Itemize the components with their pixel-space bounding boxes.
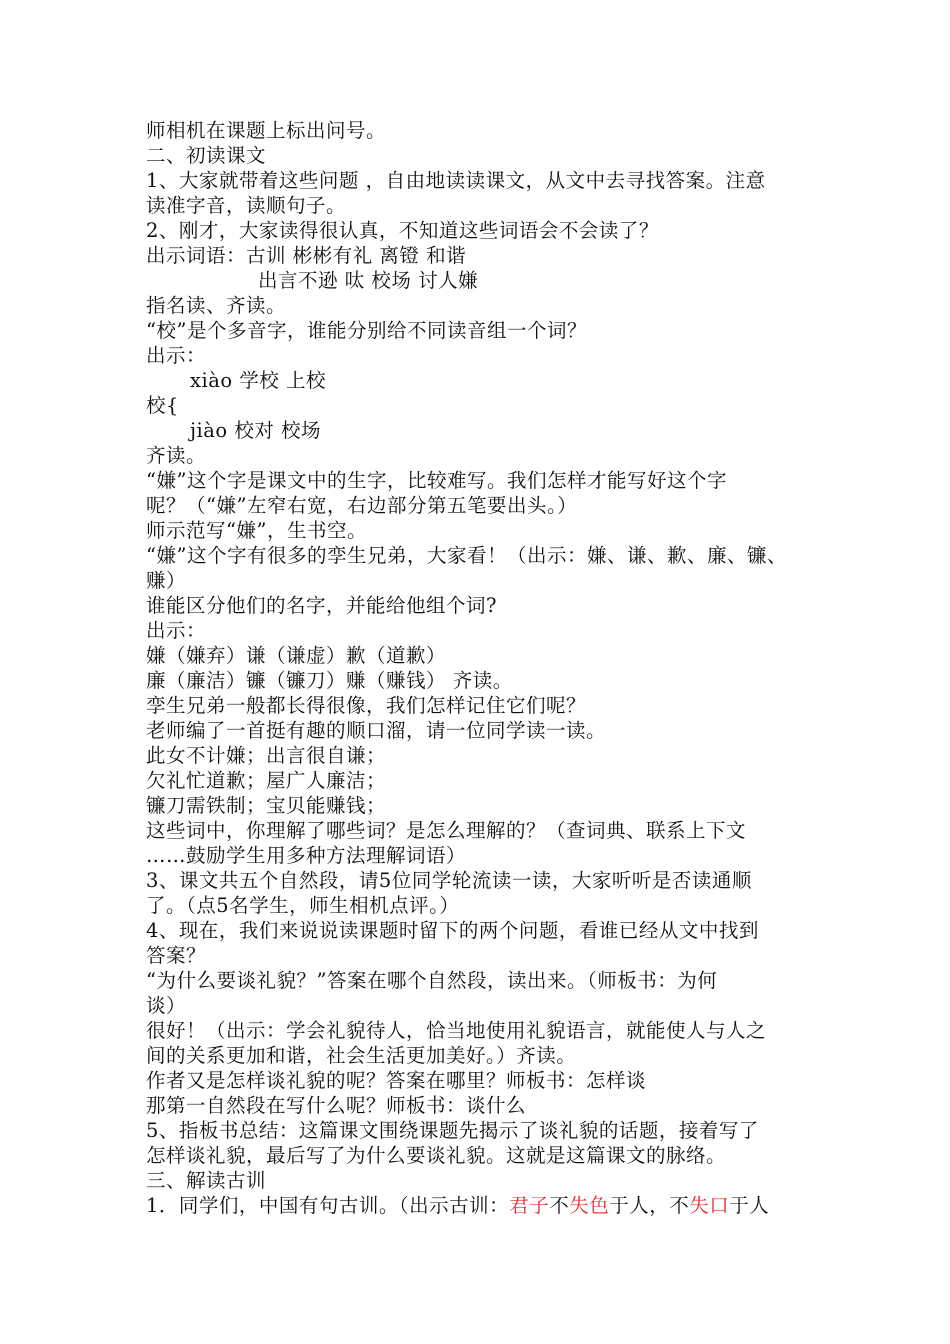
text-line: “嫌”这个字是课文中的生字，比较难写。我们怎样才能写好这个字 (146, 469, 727, 492)
word-group-line: 嫌（嫌弃）谦（谦虚）歉（道歉） (146, 644, 447, 667)
text-line: 4、现在，我们来说说读课题时留下的两个问题，看谁已经从文中找到 (146, 919, 759, 942)
saying-highlight-junzi: 君子 (509, 1194, 550, 1217)
text-line: 师相机在课题上标出问号。 (146, 119, 387, 142)
text-line: 怎样谈礼貌，最后写了为什么要谈礼貌。这就是这篇课文的脉络。 (146, 1144, 727, 1167)
text-line: 出示： (146, 619, 207, 642)
text-line: 那第一自然段在写什么呢？师板书：谈什么 (146, 1094, 527, 1117)
text-line: 读准字音，读顺句子。 (146, 194, 347, 217)
pinyin-line: jiào 校对 校场 (190, 419, 322, 442)
text-line: 孪生兄弟一般都长得很像，我们怎样记住它们呢？ (146, 694, 587, 717)
saying-text: 于人，不 (609, 1194, 690, 1217)
saying-text: 于人 (729, 1194, 770, 1217)
text-line: 3、课文共五个自然段，请5位同学轮流读一读，大家听听是否读通顺 (146, 869, 752, 892)
saying-intro: 1．同学们，中国有句古训。（出示古训： (146, 1194, 510, 1217)
saying-highlight-shikou: 失口 (689, 1194, 730, 1217)
text-line: 答案？ (146, 944, 207, 967)
section-heading: 二、初读课文 (146, 144, 267, 167)
saying-text: 不 (549, 1194, 570, 1217)
polyphone-brace-line: 校{ (146, 394, 179, 417)
text-line: 师示范写“嫌”，生书空。 (146, 519, 367, 542)
text-line: “校”是个多音字，谁能分别给不同读音组一个词？ (146, 319, 587, 342)
text-line: 2、刚才，大家读得很认真，不知道这些词语会不会读了？ (146, 219, 659, 242)
text-line: 出示： (146, 344, 207, 367)
text-line: ……鼓励学生用多种方法理解词语） (146, 844, 467, 867)
saying-highlight-shise: 失色 (569, 1194, 610, 1217)
text-line: 呢？（“嫌”左窄右宽，右边部分第五笔要出头。） (146, 494, 578, 517)
text-line: 老师编了一首挺有趣的顺口溜，请一位同学读一读。 (146, 719, 607, 742)
rhyme-line: 镰刀需铁制；宝贝能赚钱； (146, 794, 387, 817)
section-heading: 三、解读古训 (146, 1169, 267, 1192)
text-line: 指名读、齐读。 (146, 294, 287, 317)
text-line: “为什么要谈礼貌？”答案在哪个自然段，读出来。（师板书：为何 (146, 969, 718, 992)
word-group-line: 廉（廉洁）镰（镰刀）赚（赚钱） 齐读。 (146, 669, 513, 692)
text-line: 作者又是怎样谈礼貌的呢？答案在哪里？师板书：怎样谈 (146, 1069, 647, 1092)
text-line: 谈） (146, 994, 187, 1017)
text-line: 这些词中，你理解了哪些词？是怎么理解的？（查词典、联系上下文 (146, 819, 747, 842)
pinyin-line: xiào 学校 上校 (190, 369, 326, 392)
text-line: 间的关系更加和谐，社会生活更加美好。）齐读。 (146, 1044, 577, 1067)
text-line: 谁能区分他们的名字，并能给他组个词? (146, 594, 497, 617)
word-list-line: 出示词语：古训 彬彬有礼 离镫 和谐 (146, 244, 467, 267)
text-line: 很好！（出示：学会礼貌待人，恰当地使用礼貌语言，就能使人与人之 (146, 1019, 767, 1042)
text-line: 了。（点5名学生，师生相机点评。） (146, 894, 460, 917)
text-line: 齐读。 (146, 444, 207, 467)
document-body (146, 118, 816, 1218)
text-line: 1、大家就带着这些问题 ，自由地读读课文，从文中去寻找答案。注意 (146, 169, 766, 192)
text-line: 赚） (146, 569, 187, 592)
text-line: “嫌”这个字有很多的孪生兄弟，大家看！（出示：嫌、谦、歉、廉、镰、 (146, 544, 787, 567)
text-line: 5、指板书总结：这篇课文围绕课题先揭示了谈礼貌的话题，接着写了 (146, 1119, 759, 1142)
rhyme-line: 欠礼忙道歉；屋广人廉洁； (146, 769, 387, 792)
word-list-line: 出言不逊 呔 校场 讨人嫌 (258, 269, 479, 292)
ancient-saying-line (146, 1193, 816, 1218)
rhyme-line: 此女不计嫌；出言很自谦； (146, 744, 387, 767)
